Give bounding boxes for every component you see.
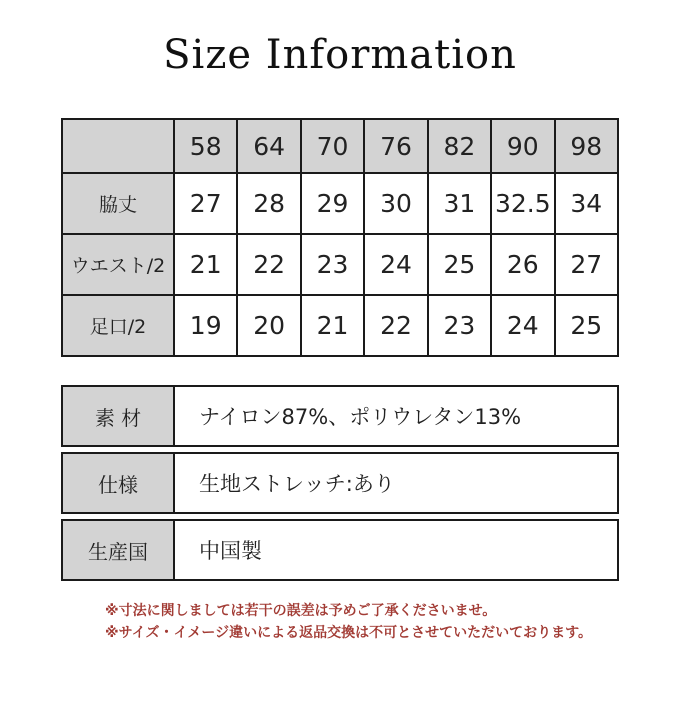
spec-row-material (61, 385, 619, 447)
size-value-cell: 28 (237, 173, 300, 234)
size-value-cell: 23 (301, 234, 364, 295)
size-value-cell: 24 (364, 234, 427, 295)
table-row (62, 173, 618, 234)
size-value-cell: 27 (174, 173, 237, 234)
note-line: ※サイズ・イメージ違いによる返品交換は不可とさせていただいております。 (105, 625, 592, 641)
size-value-cell: 24 (491, 295, 554, 356)
spec-label: 仕様 (63, 454, 175, 512)
size-value-cell: 27 (555, 234, 618, 295)
spec-table (61, 385, 619, 581)
spec-value: 生地ストレッチ:あり (199, 472, 395, 496)
size-value-cell: 22 (237, 234, 300, 295)
size-column-header: 64 (237, 119, 300, 173)
size-value-cell: 25 (555, 295, 618, 356)
size-table (61, 118, 619, 357)
size-value-cell: 21 (301, 295, 364, 356)
size-value-cell: 31 (428, 173, 491, 234)
size-value-cell: 32.5 (491, 173, 554, 234)
spec-row-specification (61, 452, 619, 514)
spec-label: 素 材 (63, 387, 175, 445)
size-column-header: 70 (301, 119, 364, 173)
size-column-header: 98 (555, 119, 618, 173)
spec-row-country (61, 519, 619, 581)
size-value-cell: 21 (174, 234, 237, 295)
disclaimer-notes (61, 600, 619, 644)
size-column-header: 90 (491, 119, 554, 173)
size-value-cell: 25 (428, 234, 491, 295)
table-row (62, 295, 618, 356)
spec-value: 中国製 (199, 539, 262, 563)
spec-label: 生産国 (63, 521, 175, 579)
size-value-cell: 29 (301, 173, 364, 234)
row-label: 足口/2 (62, 295, 174, 356)
size-value-cell: 20 (237, 295, 300, 356)
size-column-header: 58 (174, 119, 237, 173)
size-value-cell: 22 (364, 295, 427, 356)
size-value-cell: 26 (491, 234, 554, 295)
size-value-cell: 34 (555, 173, 618, 234)
size-value-cell: 19 (174, 295, 237, 356)
note-line: ※寸法に関しましては若干の誤差は予めご了承くださいませ。 (105, 603, 497, 619)
size-value-cell: 30 (364, 173, 427, 234)
size-column-header: 82 (428, 119, 491, 173)
row-label: ウエスト/2 (62, 234, 174, 295)
size-table-header-row (62, 119, 618, 173)
size-column-header: 76 (364, 119, 427, 173)
table-row (62, 234, 618, 295)
page-title: Size Information (163, 32, 517, 78)
size-value-cell: 23 (428, 295, 491, 356)
size-table-corner-cell (62, 119, 174, 173)
row-label: 脇丈 (62, 173, 174, 234)
spec-value: ナイロン87%、ポリウレタン13% (199, 405, 522, 429)
